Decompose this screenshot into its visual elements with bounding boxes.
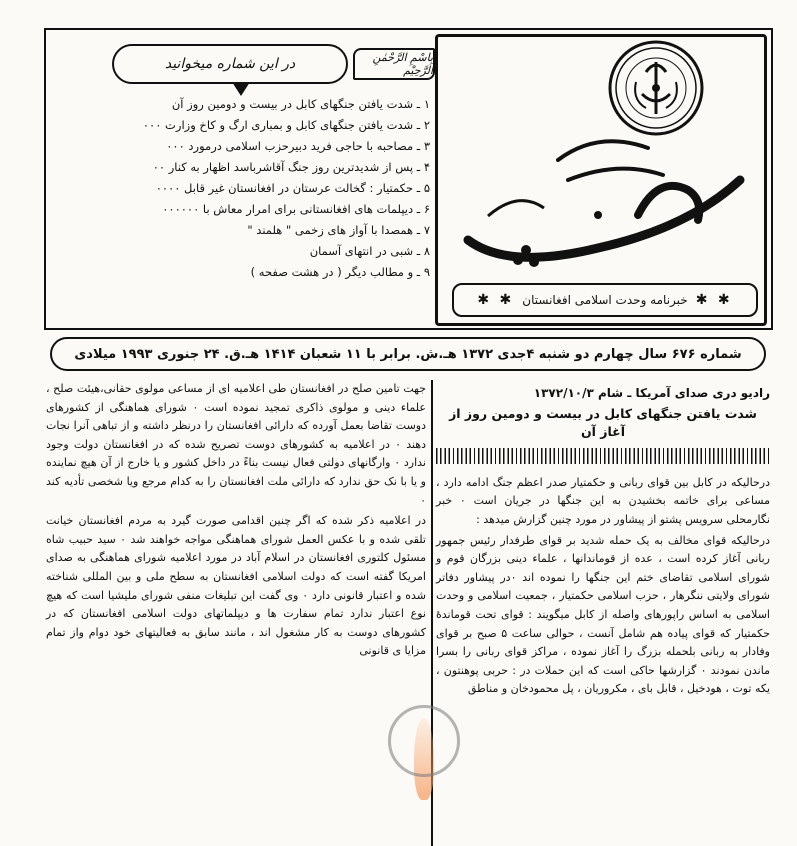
tagline-text: خبرنامه وحدت اسلامی افغانستان: [522, 293, 688, 307]
toc-item: ۲ ـ شدت یافتن جنگهای کابل و بمباری ارگ و کاخ وزارت ۰۰۰: [142, 118, 430, 132]
toc-item: ۵ ـ حکمتیار : گخالت عرستان در افغانستان غیر قابل ۰۰۰۰: [155, 181, 430, 195]
bismillah-box: بِاسْمِ الرَّحْمٰنِ الرَّحِيْم: [353, 48, 435, 80]
article-paragraph: جهت تامین صلح در افغانستان طی اعلامیه ای از مساعی مولوی حقانی،هیئت صلح ، علماء دینی و مولوی ذاکری تمجید نموده است ۰ شورای هماهنگی از کشورهای دوست تقاضا بعمل آورده که دارائی افغانستان را درنظر داشته و از تباهی آنرا نجات دهند ۰ در اعلامیه به کشورهای دوست تصریح شده که در افغانستان دولت وجود ندارد ۰ وارگانهای دولتی فعال نیست بناءً در داخل کشور و یا خارج از آن هیچ نماینده و یا با نک حق ندارد که دارائی ملت افغانستان را به کدام مرجع ویا شخصی تأدیه کند ۰: [46, 382, 426, 507]
toc-item: ۱ ـ شدت یافتن جنگهای کابل در بیست و دومین روز آن: [171, 97, 430, 111]
star-icon: ✱ ✱: [477, 292, 515, 308]
watermark-ring-icon: [388, 705, 460, 777]
toc-item: ۴ ـ پس از شدیدترین روز جنگ آقاشرباسد اظهار به کنار ۰۰: [152, 160, 430, 174]
toc-item: ۷ ـ همصدا با آواز های زخمی " هلمند ": [247, 223, 430, 237]
article-paragraph: در اعلامیه ذکر شده که اگر چنین اقدامی صورت گیرد به مردم افغانستان خیانت تلقی شده و با عکس العمل شورای هماهنگی مواجه خواهند شد ۰ سید حبیب شاه مسئول کلتوری افغانستان در اسلام آباد در مورد اعلامیه شورای هماهنگی به صدای امریکا گفته است که دولت اسلامی افغانستان به سطح ملی و بین المللی شناخته شده و اعتبار قانونی دارد ۰ وی گفت این تبلیغات منفی شورای ملیشیا است که هیچ نوع اعتبار ندارد تمام سفارت ها و دیپلماتهای دولت اسلامی افغانستان که در کشورهای دوست به کار مشغول اند ، مانند سابق به فعالیتهای خود دوام واز تمام مزایا ی قانونی: [46, 514, 426, 658]
article-paragraph: درحالیکه قوای مخالف به یک حمله شدید بر قوای طرفدار رئیس جمهور ربانی آغاز کرده است ، عده از قوماندانها ، علماء دینی بزرگان قوم و شورای اسلامی تقاضای ختم این جنگها را نموده اند ۰در پیشاور دفاتر شورای ولایتی ننگرهار ، حزب اسلامی حکمتیار ، جمعیت اسلامی و وحدت اسلامی به اساس راپورهای واصله از کابل میگویند : قوای تحت قوماندۀ حکمتیار که قوای پیاده هم شامل آنست ، حوالی ساعت ۵ صبح بر قوای وفادار به ربانی بلحمله بزرگ را آغاز نموده ، مراکز قوای ربانی را بسرا ماندن نمودند ۰ گزارشها حاکی است که این حملات در : حربی پوهنتون ، یکه توت ، هودخیل ، قابل بای ، مکروریان ، پل محمودخان و مناطق: [436, 533, 770, 696]
in-this-issue-banner: در این شماره میخوانید: [112, 44, 348, 84]
star-icon: ✱ ✱: [695, 292, 733, 308]
left-column-article: [46, 380, 426, 846]
toc-item: ۶ ـ دیپلمات های افغانستانی برای امرار معاش با ۰۰۰۰۰۰: [162, 202, 430, 216]
issue-info-text: شماره ۶۷۶ سال چهارم دو شنبه ۴جدی ۱۳۷۲ هـ.ش. برابر با ۱۱ شعبان ۱۴۱۴ هـ.ق. ۲۴ جنوری ۱۹۹۳ میلادی: [74, 346, 742, 362]
article-paragraph: درحالیکه در کابل بین قوای ربانی و حکمتیار صدر اعظم جنگ ادامه دارد ، مساعی برای خاتمه بخشیدن به این جنگها در جریان است ۰ خبر نگارمحلی سرویس پشتو از پیشاور در مورد چنین گزارش میدهد :: [436, 475, 770, 526]
toc-item: ۳ ـ مصاحبه با حاجی فرید دبیرحزب اسلامی درمورد ۰۰۰: [166, 139, 430, 153]
toc-item: ۸ ـ شبی در انتهای آسمان: [309, 244, 430, 258]
article-source: رادیو دری صدای آمریکا ـ شام ۱۳۷۲/۱۰/۳: [533, 386, 770, 400]
masthead-tagline: [452, 283, 758, 317]
separator-bar: [436, 448, 770, 464]
toc-item: ۹ ـ و مطالب دیگر ( در هشت صفحه ): [250, 265, 430, 279]
article-headline: شدت یافتن جنگهای کابل در بیست و دومین روز از آغاز آن: [449, 405, 757, 440]
logo-calligraphy: [448, 120, 758, 270]
table-of-contents: [58, 94, 430, 283]
issue-info-bar: [50, 337, 766, 371]
right-column-article: [436, 382, 770, 846]
